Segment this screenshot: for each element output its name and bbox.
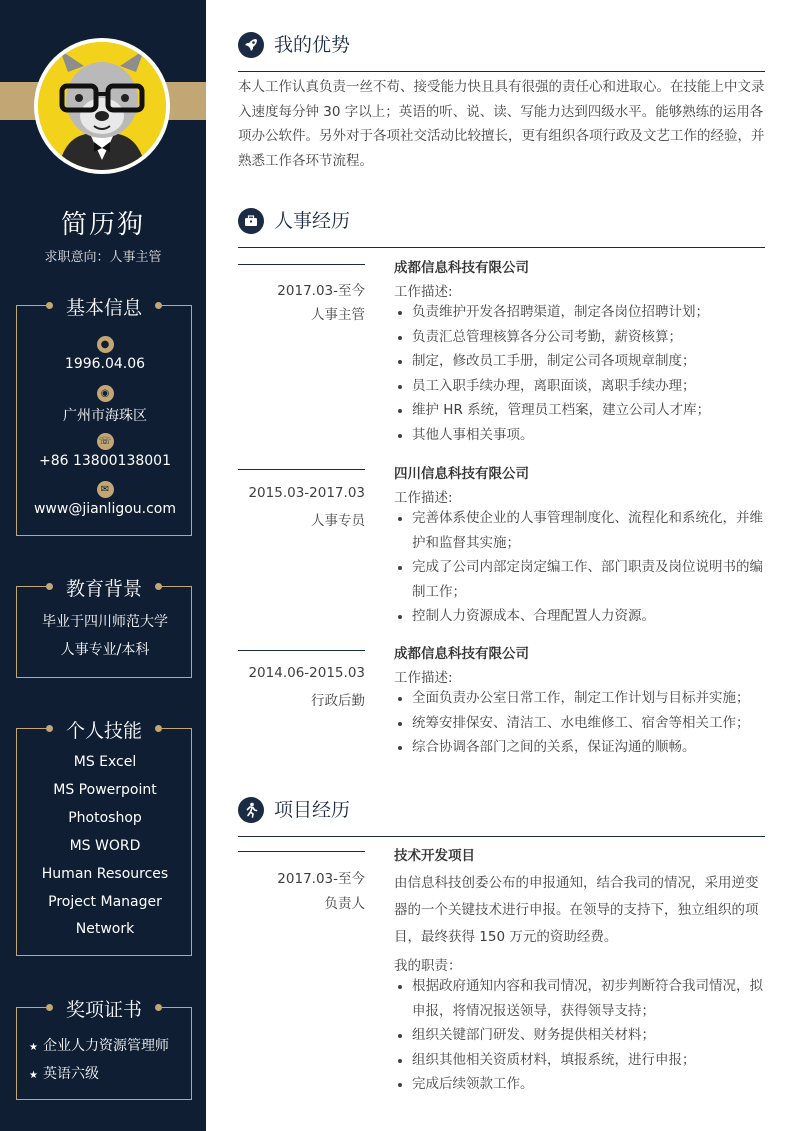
main-content xyxy=(206,0,800,1131)
skill-item: Human Resources xyxy=(41,866,169,882)
project-period: 2017.03-至今 xyxy=(277,871,365,887)
project-role: 负责人 xyxy=(324,896,365,912)
job-role: 行政后勤 xyxy=(311,693,365,709)
mail-icon: ✉ xyxy=(97,481,114,498)
advantages-text: 本人工作认真负责一丝不苟、接受能力快且具有很强的责任心和进取心。在技能上中文录入速度每分钟 30 字以上；英语的听、说、读、写能力达到四级水平。能够熟练的运用各项办公软件。另外对于各项社交活动比较擅长，更有组织各项行政及文艺工作的经验，并熟悉工作各环节流程。 xyxy=(238,79,765,169)
project-duty-label: 我的职责： xyxy=(394,958,462,974)
rocket-icon xyxy=(238,32,264,58)
job-divider xyxy=(238,469,365,470)
basic-info-box xyxy=(16,305,192,536)
skill-item: Project Manager xyxy=(48,894,162,910)
job-period: 2017.03-至今 xyxy=(277,283,365,299)
project-bullets xyxy=(394,974,769,1097)
list-item: 综合协调各部门之间的关系，保证沟通的顺畅。 xyxy=(394,735,769,760)
star-icon: ★ xyxy=(29,1042,38,1053)
list-item: 制定，修改员工手册，制定公司各项规章制度； xyxy=(394,349,769,374)
projects-title: 项目经历 xyxy=(274,799,351,821)
info-birthdate: ● 1996.04.06 xyxy=(17,336,193,372)
job-period: 2015.03-2017.03 xyxy=(248,485,365,501)
job-objective: 求职意向：人事主管 xyxy=(44,250,162,265)
person-icon: ● xyxy=(97,336,114,353)
avatar xyxy=(34,38,170,174)
job-bullets xyxy=(394,506,769,629)
list-item: 统筹安排保安、清洁工、水电维修工、宿舍等相关工作； xyxy=(394,711,769,736)
education-school: 毕业于四川师范大学 xyxy=(42,614,168,630)
job-company: 成都信息科技有限公司 xyxy=(394,260,529,276)
awards-title: 奖项证书 xyxy=(65,999,142,1021)
education-major: 人事专业/本科 xyxy=(60,642,150,658)
star-icon: ★ xyxy=(29,1070,38,1081)
skill-item: Photoshop xyxy=(68,810,142,826)
awards-box xyxy=(16,1007,192,1100)
list-item: 负责汇总管理核算各分公司考勤，薪资核算； xyxy=(394,325,769,350)
job-company: 成都信息科技有限公司 xyxy=(394,646,529,662)
list-item: 控制人力资源成本、合理配置人力资源。 xyxy=(394,604,769,629)
education-box xyxy=(16,586,192,678)
list-item: 负责维护开发各招聘渠道，制定各岗位招聘计划； xyxy=(394,300,769,325)
list-item: 员工入职手续办理，离职面谈，离职手续办理； xyxy=(394,374,769,399)
job-period: 2014.06-2015.03 xyxy=(248,665,365,681)
job-desc-label: 工作描述: xyxy=(394,490,453,506)
advantages-title: 我的优势 xyxy=(274,34,351,56)
phone-icon: ☏ xyxy=(97,433,114,450)
list-item: 组织其他相关资质材料，填报系统，进行申报； xyxy=(394,1048,769,1073)
info-phone: ☏ +86 13800138001 xyxy=(17,433,193,469)
job-bullets xyxy=(394,686,769,760)
list-item: 全面负责办公室日常工作，制定工作计划与目标并实施； xyxy=(394,686,769,711)
job-divider xyxy=(238,264,365,265)
skill-item: Network xyxy=(75,921,135,937)
list-item: 完善体系使企业的人事管理制度化、流程化和系统化，并维护和监督其实施； xyxy=(394,506,769,555)
project-divider xyxy=(238,851,365,852)
briefcase-icon xyxy=(238,208,264,234)
project-name: 技术开发项目 xyxy=(394,848,475,864)
avatar-illustration xyxy=(38,42,166,170)
skill-item: MS Excel xyxy=(73,754,137,770)
location-icon: ◉ xyxy=(97,385,114,402)
list-item: 维护 HR 系统，管理员工档案，建立公司人才库； xyxy=(394,398,769,423)
runner-icon xyxy=(238,797,264,823)
list-item: 完成后续领款工作。 xyxy=(394,1072,769,1097)
job-desc-label: 工作描述: xyxy=(394,284,453,300)
award-item: ★ 企业人力资源管理师 xyxy=(29,1038,169,1054)
candidate-name: 简历狗 xyxy=(60,210,145,240)
advantages-header xyxy=(238,32,765,72)
project-summary: 由信息科技创委公布的申报通知，结合我司的情况，采用逆变器的一个关键技术进行申报。在领导的支持下，独立组织的项目，最终获得 150 万元的资助经费。 xyxy=(394,875,759,945)
job-bullets xyxy=(394,300,769,447)
info-location: ◉ 广州市海珠区 xyxy=(17,385,193,425)
skill-item: MS Powerpoint xyxy=(53,782,157,798)
job-company: 四川信息科技有限公司 xyxy=(394,466,529,482)
sidebar xyxy=(0,0,206,1131)
info-email: ✉ www@jianligou.com xyxy=(17,481,193,517)
job-role: 人事主管 xyxy=(311,307,365,323)
skill-item: MS WORD xyxy=(69,838,141,854)
education-title: 教育背景 xyxy=(65,578,142,600)
award-item: ★ 英语六级 xyxy=(29,1066,99,1082)
job-desc-label: 工作描述: xyxy=(394,670,453,686)
list-item: 其他人事相关事项。 xyxy=(394,423,769,448)
projects-header xyxy=(238,797,765,837)
dog-avatar-icon xyxy=(38,42,166,170)
job-role: 人事专员 xyxy=(311,513,365,529)
skills-box xyxy=(16,728,192,956)
list-item: 根据政府通知内容和我司情况，初步判断符合我司情况，拟申报，将情况报送领导，获得领导支持； xyxy=(394,974,769,1023)
basic-info-title: 基本信息 xyxy=(65,297,142,319)
job-divider xyxy=(238,650,365,651)
list-item: 完成了公司内部定岗定编工作、部门职责及岗位说明书的编制工作； xyxy=(394,555,769,604)
skills-title: 个人技能 xyxy=(65,720,142,742)
list-item: 组织关键部门研发、财务提供相关材料； xyxy=(394,1023,769,1048)
experience-title: 人事经历 xyxy=(274,210,351,232)
experience-header xyxy=(238,208,765,248)
